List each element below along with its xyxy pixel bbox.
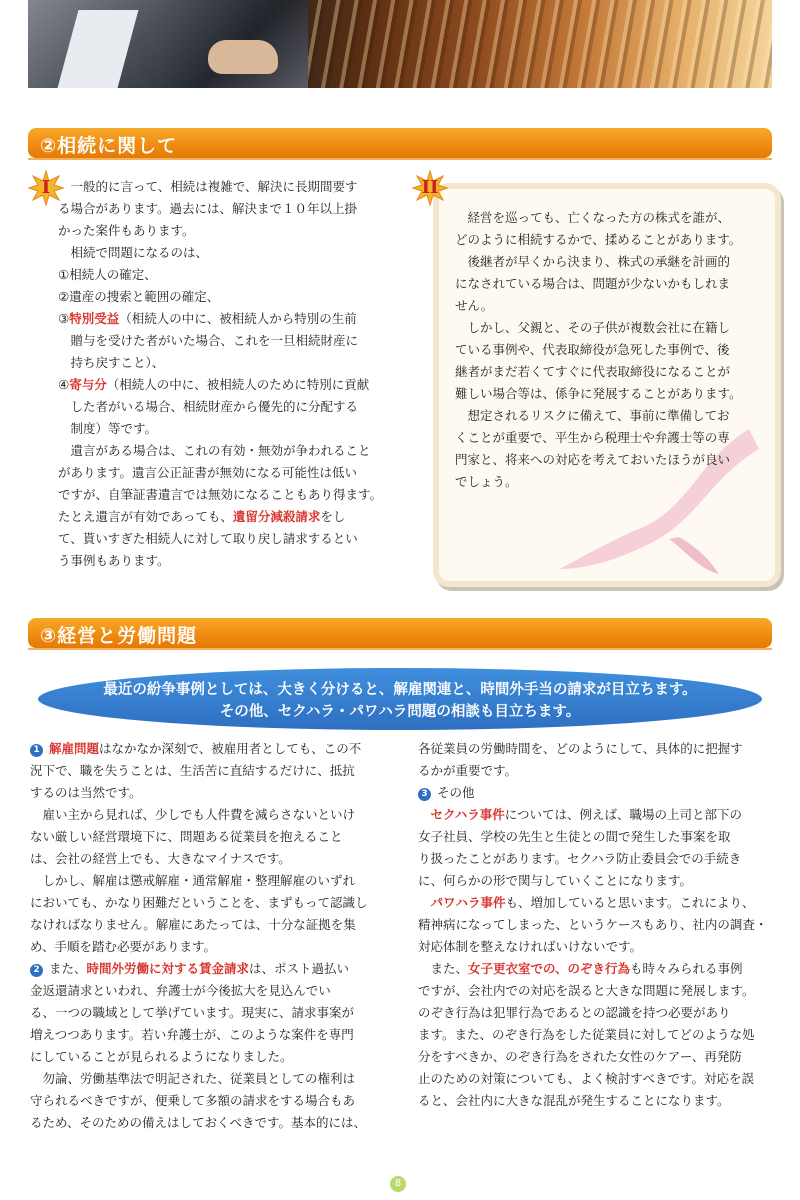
highlight-term: セクハラ事件 [430, 807, 505, 822]
text-line: 持ち戻すこと）、 [58, 355, 165, 370]
labor-right-text [418, 738, 770, 1112]
text-line: においても、かなり困難だということを、まずもって認識し [30, 895, 368, 910]
text-line: 雇い主から見れば、少しでも人件費を減らさないといけ [30, 807, 356, 822]
text-line: 1 解雇問題はなかなか深刻で、被雇用者としても、この不 [30, 738, 380, 760]
text-line: どのように相続するかで、揉めることがあります。 [455, 232, 742, 247]
number-bullet-icon: 2 [30, 964, 43, 977]
text-line: ②遺産の捜索と範囲の確定、 [58, 289, 220, 304]
text-line: 相続で問題になるのは、 [58, 245, 209, 260]
highlight-term: 寄与分 [69, 377, 107, 392]
number-bullet-icon: 3 [418, 788, 431, 801]
text-line: 制度）等です。 [58, 421, 158, 436]
text-line: め、手順を踏む必要があります。 [30, 939, 217, 954]
text-line: くことが重要で、平生から税理士や弁護士等の専 [455, 430, 730, 445]
text-line: 想定されるリスクに備えて、事前に準備してお [455, 408, 730, 423]
text-line: 門家と、将来への対応を考えておいたほうが良い [455, 452, 731, 467]
text-line: せん。 [455, 298, 494, 313]
badge-ii-star-icon [412, 170, 448, 206]
text-line: するのは当然です。 [30, 785, 142, 800]
text-line: 止のための対策についても、よく検討すべきです。対応を誤 [418, 1071, 755, 1086]
number-bullet-icon: 1 [30, 744, 43, 757]
text-line: なければなりません。解雇にあたっては、十分な証拠を集 [30, 917, 356, 932]
highlight-term: 時間外労働に対する賃金請求 [86, 961, 250, 976]
text-line: 金返還請求といわれ、弁護士が今後拡大を見込んでい [30, 983, 331, 998]
text-line: 2 また、時間外労働に対する賃金請求は、ポスト過払い [30, 958, 380, 980]
text-line: かった案件もあります。 [58, 223, 195, 238]
badge-ii-label: II [421, 177, 439, 198]
text-line: ④寄与分（相続人の中に、被相続人のために特別に貢献 [58, 377, 370, 392]
text-line: ③特別受益（相続人の中に、被相続人から特別の生前 [58, 311, 357, 326]
hand-detail [208, 40, 278, 74]
inheritance-left-text [58, 176, 388, 572]
text-line: 難しい場合等は、係争に発展することがあります。 [455, 386, 742, 401]
summary-oval-banner [38, 668, 762, 730]
text-line: ですが、自筆証書遺言では無効になることもあり得ます。 [58, 487, 383, 502]
text-line: しかし、父親と、その子供が複数会社に在籍し [455, 320, 731, 335]
highlight-term: パワハラ事件 [430, 895, 506, 910]
header-banner-image [28, 0, 772, 88]
summary-line-2: その他、セクハラ・パワハラ問題の相談も目立ちます。 [219, 704, 581, 720]
section-2-header [28, 128, 772, 158]
text-line: セクハラ事件については、例えば、職場の上司と部下の [430, 807, 743, 822]
text-line: パワハラ事件も、増加していると思います。これにより、 [430, 895, 755, 910]
text-line: ると、会社内に大きな混乱が発生することになります。 [418, 1093, 730, 1108]
text-line: 遺言がある場合は、これの有効・無効が争われること [58, 443, 371, 458]
text-line: たとえ遺言が有効であっても、遺留分減殺請求をし [58, 509, 346, 524]
text-line: 勿論、労働基準法で明記された、従業員としての権利は [30, 1071, 356, 1086]
text-line: 増えつつあります。若い弁護士が、このような案件を専門 [30, 1027, 354, 1042]
text-line: る、一つの職域として挙げています。現実に、請求事案が [30, 1005, 355, 1020]
text-line: ①相続人の確定、 [58, 267, 157, 282]
inheritance-right-box [433, 183, 781, 587]
inheritance-right-text [455, 207, 759, 493]
highlight-term: 女子更衣室での、のぞき行為 [468, 961, 631, 976]
text-line: に、何らかの形で関与していくことになります。 [418, 873, 693, 888]
highlight-term: 遺留分減殺請求 [232, 509, 321, 524]
text-line: るため、そのための備えはしておくべきです。基本的には、 [30, 1115, 367, 1130]
text-line: しかし、解雇は懲戒解雇・通常解雇・整理解雇のいずれ [30, 873, 356, 888]
text-line: は、会社の経営上でも、大きなマイナスです。 [30, 851, 291, 866]
labor-left-text [30, 738, 380, 1134]
text-line: 経営を巡っても、亡くなった方の株式を誰が、 [455, 210, 731, 225]
text-line: ている事例や、代表取締役が急死した事例で、後 [455, 342, 730, 357]
badge-i-label: I [41, 177, 51, 198]
text-line: う事例もあります。 [58, 553, 170, 568]
section-3-title: ③経営と労働問題 [40, 625, 198, 647]
text-line: 女子社員、学校の先生と生徒との間で発生した事案を取 [418, 829, 731, 844]
text-line: にしていることが見られるようになりました。 [30, 1049, 293, 1064]
summary-line-1: 最近の紛争事例としては、大きく分けると、解雇関連と、時間外手当の請求が目立ちます。 [103, 682, 697, 698]
text-line: になされている場合は、問題が少ないかもしれま [455, 276, 731, 291]
text-line: 精神病になってしまった、というケースもあり、社内の調査・ [418, 917, 768, 932]
text-line: り扱ったことがあります。セクハラ防止委員会での手続き [418, 851, 742, 866]
section-3-header [28, 618, 772, 648]
text-line: があります。遺言公正証書が無効になる可能性は低い [58, 465, 358, 480]
text-line: ます。また、のぞき行為をした従業員に対してどのような処 [418, 1027, 755, 1042]
text-line: した者がいる場合、相続財産から優先的に分配する [58, 399, 359, 414]
section-2-underline [28, 158, 772, 160]
text-line: 3 その他 [418, 782, 770, 804]
section-2-title: ②相続に関して [40, 135, 178, 157]
text-line: 対応体制を整えなければいけないです。 [418, 939, 643, 954]
text-line: でしょう。 [455, 474, 518, 489]
text-line: 況下で、職を失うことは、生活苦に直結するだけに、抵抗 [30, 763, 355, 778]
text-line: 一般的に言って、相続は複雑で、解決に長期間要す [58, 179, 358, 194]
text-line: て、貰いすぎた相続人に対して取り戻し請求するとい [58, 531, 358, 546]
text-line: 分をすべきか、のぞき行為をされた女性のケアー、再発防 [418, 1049, 742, 1064]
text-line: 継者がまだ若くてすぐに代表取締役になることが [455, 364, 731, 379]
text-line: るかが重要です。 [418, 763, 518, 778]
window-blinds-photo [308, 0, 772, 88]
text-line: また、女子更衣室での、のぞき行為も時々みられる事例 [418, 961, 743, 976]
section-3-underline [28, 648, 772, 650]
text-line: ない厳しい経営環境下に、問題ある従業員を抱えること [30, 829, 343, 844]
text-line: 後継者が早くから決まり、株式の承継を計画的 [455, 254, 731, 269]
text-line: ですが、会社内での対応を誤ると大きな問題に発展します。 [418, 983, 755, 998]
text-line: る場合があります。過去には、解決まで１０年以上掛 [58, 201, 358, 216]
text-line: のぞき行為は犯罪行為であるとの認識を持つ必要があり [418, 1005, 731, 1020]
highlight-term: 特別受益 [69, 311, 120, 326]
highlight-term: 解雇問題 [49, 741, 100, 756]
text-line: 各従業員の労働時間を、どのようにして、具体的に把握す [418, 741, 743, 756]
page-number: 8 [390, 1176, 406, 1192]
text-line: 守られるべきですが、便乗して多額の請求をする場合もあ [30, 1093, 356, 1108]
text-line: 贈与を受けた者がいた場合、これを一旦相続財産に [58, 333, 359, 348]
